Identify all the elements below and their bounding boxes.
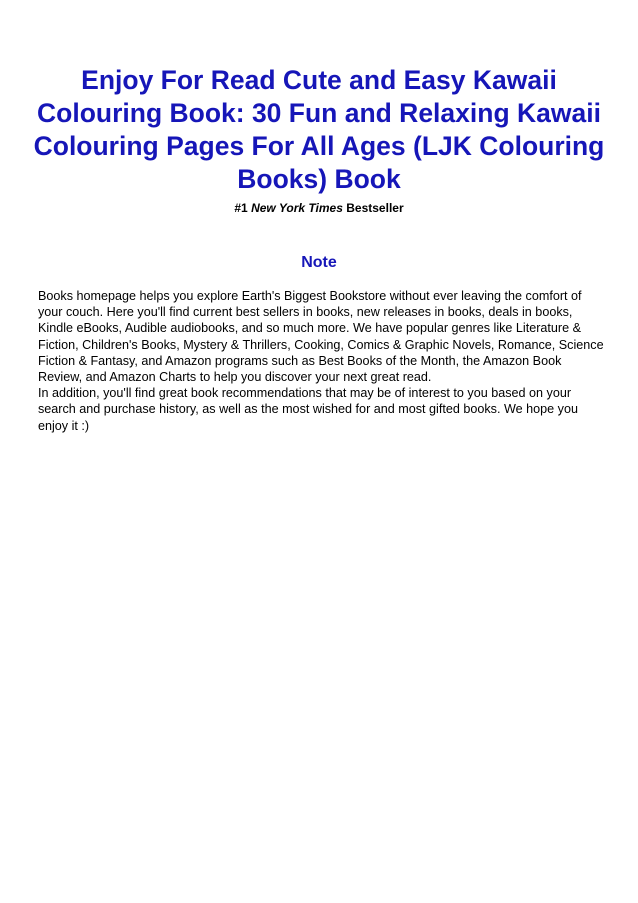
note-paragraph: In addition, you'll find great book recommendations that may be of interest to you based on your search and purchase history, as well as the most wished for and most gifted books. We hope you enjoy it :) bbox=[38, 386, 578, 433]
book-title: Enjoy For Read Cute and Easy Kawaii Colouring Book: 30 Fun and Relaxing Kawaii Colouring Pages For All Ages (LJK Colouring Books) Book bbox=[33, 65, 605, 194]
bestseller-rank: #1 bbox=[234, 201, 248, 215]
note-paragraph: Books homepage helps you explore Earth's Biggest Bookstore without ever leaving the comfort of your couch. Here you'll find current best sellers in books, new releases in books, deals in books, Kindle eBooks, Audible audiobooks, and so much more. We have popular genres like Literature & Fiction, Children's Books, Mystery & Thrillers, Cooking, Comics & Graphic Novels, Romance, Science Fiction & Fantasy, and Amazon programs such as Best Books of the Month, the Amazon Book Review, and Amazon Charts to help you discover your next great read. bbox=[38, 289, 604, 385]
note-body bbox=[38, 288, 608, 434]
bestseller-publication: New York Times bbox=[251, 201, 343, 215]
bestseller-label: Bestseller bbox=[346, 201, 404, 215]
bestseller-line bbox=[20, 201, 618, 216]
note-heading: Note bbox=[301, 254, 337, 271]
